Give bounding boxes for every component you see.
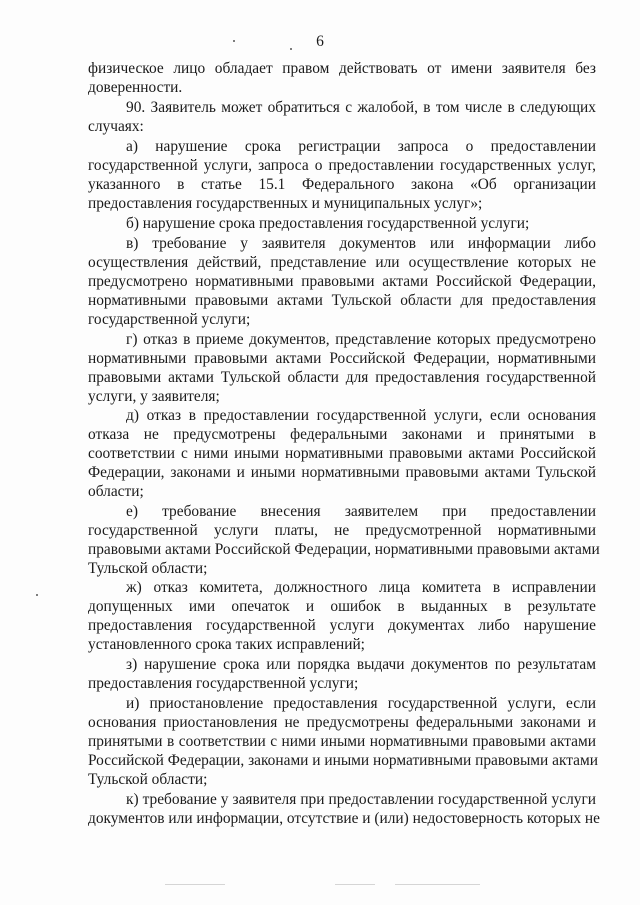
text-line: государственной услуги, запроса о предоставлении государственных услуг, [88, 157, 596, 174]
text-line: государственной услуги; [88, 311, 251, 328]
text-line: допущенных ими опечаток и ошибок в выданных в результате [88, 598, 596, 615]
text-line: к) требование у заявителя при предоставлении государственной услуги [126, 791, 596, 808]
scan-noise [165, 884, 225, 885]
text-line: соответствии с ними иными нормативными правовыми актами Российской [88, 445, 596, 462]
text-line: нормативными правовыми актами Тульской области для предоставления [88, 292, 596, 309]
text-line: е) требование внесения заявителем при предоставлении [126, 503, 596, 520]
text-line: предоставления государственных и муниципальных услуг»; [88, 195, 483, 212]
text-line: доверенности. [88, 79, 183, 96]
scan-noise [395, 884, 480, 885]
text-line: г) отказ в приеме документов, представление которых предусмотрено [126, 331, 596, 348]
scan-speck [233, 40, 235, 42]
text-line: б) нарушение срока предоставления государственной услуги; [126, 215, 530, 232]
text-line: и) приостановление предоставления государственной услуги, если [126, 695, 596, 712]
text-line: правовыми актами Российской Федерации, нормативными правовыми актами [88, 541, 600, 558]
text-line: Тульской области; [88, 771, 208, 788]
scan-noise [335, 884, 375, 885]
text-line: случаях: [88, 118, 144, 135]
text-line: услуги, у заявителя; [88, 388, 220, 405]
text-line: предоставления государственной услуги; [88, 675, 359, 692]
text-line: Российской Федерации, законами и иными нормативными правовыми актами [88, 752, 598, 769]
text-line: области; [88, 483, 144, 500]
text-line: Федерации, законами и иными нормативными правовыми актами Тульской [88, 464, 596, 481]
text-line: 90. Заявитель может обратиться с жалобой, в том числе в следующих [126, 99, 596, 116]
text-line: физическое лицо обладает правом действовать от имени заявителя без [88, 60, 596, 77]
text-line: в) требование у заявителя документов или информации либо [126, 235, 596, 252]
text-line: з) нарушение срока или порядка выдачи документов по результатам [126, 656, 596, 673]
text-line: основания приостановления не предусмотрены федеральными законами и [88, 714, 596, 731]
text-line: документов или информации, отсутствие и (или) недостоверность которых не [88, 810, 600, 827]
text-line: д) отказ в предоставлении государственной услуги, если основания [126, 407, 596, 424]
text-line: а) нарушение срока регистрации запроса о предоставлении [126, 138, 596, 155]
text-line: установленного срока таких исправлений; [88, 636, 365, 653]
text-line: государственной услуги платы, не предусмотренной нормативными [88, 522, 596, 539]
text-line: указанного в статье 15.1 Федерального закона «Об организации [88, 176, 596, 193]
text-line: осуществления действий, представление или осуществление которых не [88, 254, 596, 271]
text-line: ж) отказ комитета, должностного лица комитета в исправлении [126, 579, 596, 596]
text-line: Тульской области; [88, 560, 208, 577]
text-line: нормативными правовыми актами Российской Федерации, нормативными [88, 350, 596, 367]
text-line: предусмотрено нормативными правовыми актами Российской Федерации, [88, 273, 596, 290]
text-line: предоставления государственной услуги документах либо нарушение [88, 617, 596, 634]
text-line: правовыми актами Тульской области для предоставления государственной [88, 369, 596, 386]
text-line: принятыми в соответствии с ними иными нормативными правовыми актами [88, 733, 596, 750]
scan-speck [290, 48, 292, 50]
page-number: 6 [316, 33, 324, 50]
text-line: отказа не предусмотрены федеральными законами и принятыми в [88, 426, 596, 443]
scan-speck [36, 594, 38, 596]
